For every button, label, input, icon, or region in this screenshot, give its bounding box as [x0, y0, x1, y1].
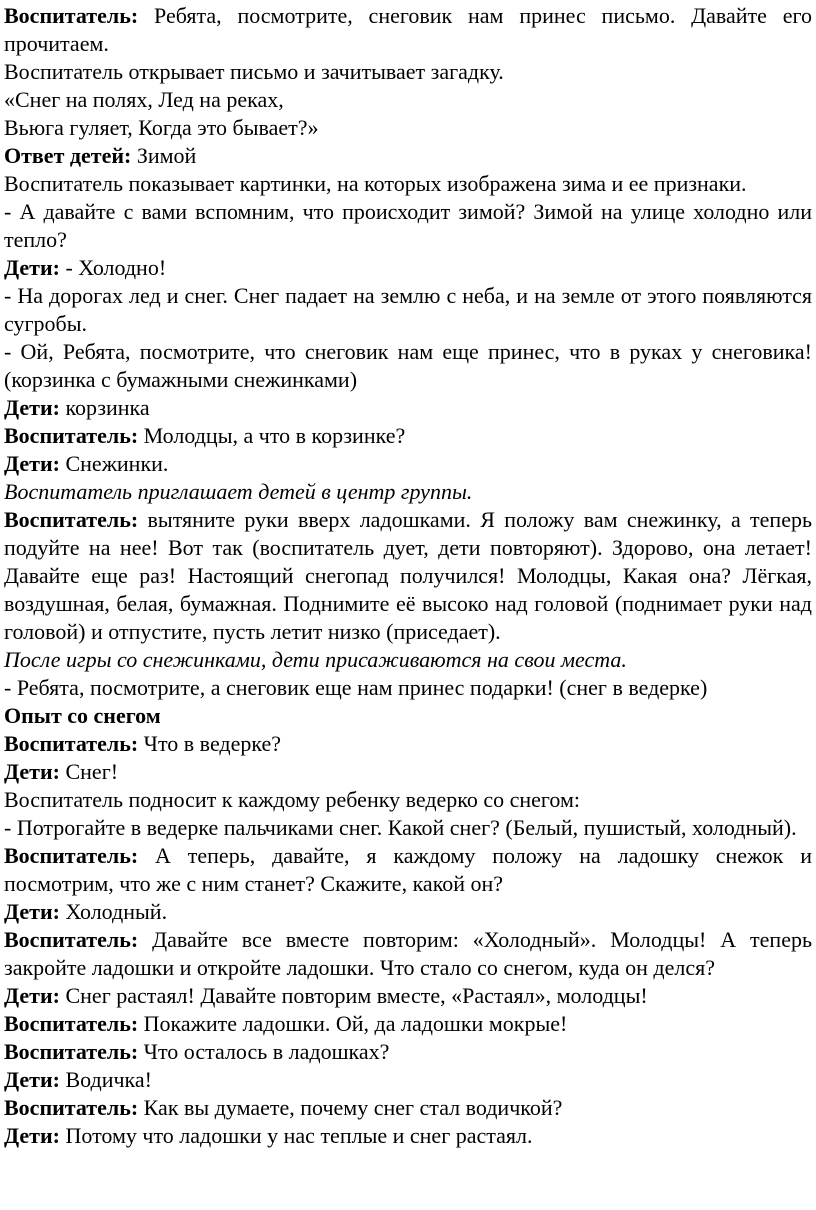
bold-label-run: Воспитатель: — [4, 731, 144, 756]
paragraph — [4, 170, 812, 198]
text-run: корзинка — [65, 395, 150, 420]
bold-label-run: Опыт со снегом — [4, 703, 161, 728]
text-run: - На дорогах лед и снег. Снег падает на землю с неба, и на земле от этого появляются сугробы. — [4, 283, 812, 336]
bold-label-run: Воспитатель: — [4, 927, 153, 952]
text-run: Воспитатель подносит к каждому ребенку ведерко со снегом: — [4, 787, 581, 812]
paragraph — [4, 758, 812, 786]
paragraph — [4, 338, 812, 394]
bold-label-run: Дети: — [4, 899, 66, 924]
text-run: А теперь, давайте, я каждому положу на ладошку снежок и посмотрим, что же с ним станет? Скажите, какой он? — [4, 843, 812, 896]
text-run: Снег растаял! Давайте повторим вместе, «Растаял», молодцы! — [65, 983, 648, 1008]
text-run: вытяните руки вверх ладошками. Я положу вам снежинку, а теперь подуйте на нее! Вот так (воспитатель дует, дети повторяют). Здорово, она летает! Давайте еще раз! Настоящий снегопад получился! Молодцы, Какая она? Лёгкая, воздушная, белая, бумажная. Поднимите её высоко над головой (поднимает руки над головой) и отпустите, пусть летит низко (приседает). — [4, 507, 813, 644]
text-run: Воспитатель открывает письмо и зачитывает загадку. — [4, 59, 504, 84]
text-run: Снежинки. — [65, 451, 169, 476]
text-run: Давайте все вместе повторим: «Холодный». Молодцы! А теперь закройте ладошки и откройте ладошки. Что стало со снегом, куда он делся? — [4, 927, 813, 980]
paragraph — [4, 1122, 812, 1150]
paragraph — [4, 814, 812, 842]
bold-label-run: Воспитатель: — [4, 1095, 144, 1120]
paragraph — [4, 702, 812, 730]
stage-direction-run: Воспитатель приглашает детей в центр группы. — [4, 479, 473, 504]
text-run: Воспитатель показывает картинки, на которых изображена зима и ее признаки. — [4, 171, 747, 196]
bold-label-run: Воспитатель: — [4, 3, 155, 28]
paragraph — [4, 114, 812, 142]
paragraph — [4, 982, 812, 1010]
paragraph — [4, 898, 812, 926]
text-run: Как вы думаете, почему снег стал водичкой? — [143, 1095, 563, 1120]
paragraph — [4, 254, 812, 282]
paragraph — [4, 1094, 812, 1122]
text-run: «Снег на полях, Лед на реках, — [4, 87, 284, 112]
paragraph — [4, 394, 812, 422]
text-run: - А давайте с вами вспомним, что происходит зимой? Зимой на улице холодно или тепло? — [4, 199, 812, 252]
bold-label-run: Дети: — [4, 983, 66, 1008]
text-run: Покажите ладошки. Ой, да ладошки мокрые! — [143, 1011, 568, 1036]
text-run: - Ой, Ребята, посмотрите, что снеговик нам еще принес, что в руках у снеговика! (корзинка с бумажными снежинками) — [4, 339, 812, 392]
paragraph — [4, 478, 812, 506]
paragraph — [4, 1038, 812, 1066]
bold-label-run: Воспитатель: — [4, 1039, 144, 1064]
paragraph — [4, 730, 812, 758]
bold-label-run: Воспитатель: — [4, 507, 148, 532]
text-run: Что осталось в ладошках? — [143, 1039, 390, 1064]
bold-label-run: Воспитатель: — [4, 843, 156, 868]
paragraph — [4, 786, 812, 814]
bold-label-run: Дети: — [4, 395, 66, 420]
paragraph — [4, 198, 812, 254]
paragraph — [4, 282, 812, 338]
text-run: - Ребята, посмотрите, а снеговик еще нам принес подарки! (снег в ведерке) — [4, 675, 708, 700]
paragraph — [4, 926, 812, 982]
bold-label-run: Дети: — [4, 1123, 66, 1148]
bold-label-run: Дети: — [4, 451, 66, 476]
text-run: Потому что ладошки у нас теплые и снег растаял. — [65, 1123, 533, 1148]
text-run: Что в ведерке? — [143, 731, 282, 756]
text-run: Водичка! — [65, 1067, 153, 1092]
paragraph — [4, 58, 812, 86]
paragraph — [4, 646, 812, 674]
paragraph — [4, 450, 812, 478]
paragraph — [4, 2, 812, 58]
bold-label-run: Дети: — [4, 255, 66, 280]
text-run: Зимой — [136, 143, 197, 168]
text-run: Ребята, посмотрите, снеговик нам принес письмо. Давайте его прочитаем. — [4, 3, 813, 56]
bold-label-run: Воспитатель: — [4, 1011, 144, 1036]
stage-direction-run: После игры со снежинками, дети присаживаются на свои места. — [4, 647, 627, 672]
paragraph — [4, 674, 812, 702]
text-run: Снег! — [65, 759, 119, 784]
text-run: - Потрогайте в ведерке пальчиками снег. Какой снег? (Белый, пушистый, холодный). — [4, 815, 797, 840]
bold-label-run: Ответ детей: — [4, 143, 137, 168]
bold-label-run: Дети: — [4, 759, 66, 784]
paragraph — [4, 1066, 812, 1094]
paragraph — [4, 1010, 812, 1038]
paragraph — [4, 86, 812, 114]
bold-label-run: Дети: — [4, 1067, 66, 1092]
text-run: Молодцы, а что в корзинке? — [143, 423, 406, 448]
paragraph — [4, 842, 812, 898]
paragraph — [4, 506, 812, 646]
text-run: Вьюга гуляет, Когда это бывает?» — [4, 115, 319, 140]
bold-label-run: Воспитатель: — [4, 423, 144, 448]
text-run: - Холодно! — [65, 255, 167, 280]
paragraph — [4, 142, 812, 170]
document-body — [4, 2, 812, 1150]
paragraph — [4, 422, 812, 450]
text-run: Холодный. — [65, 899, 168, 924]
